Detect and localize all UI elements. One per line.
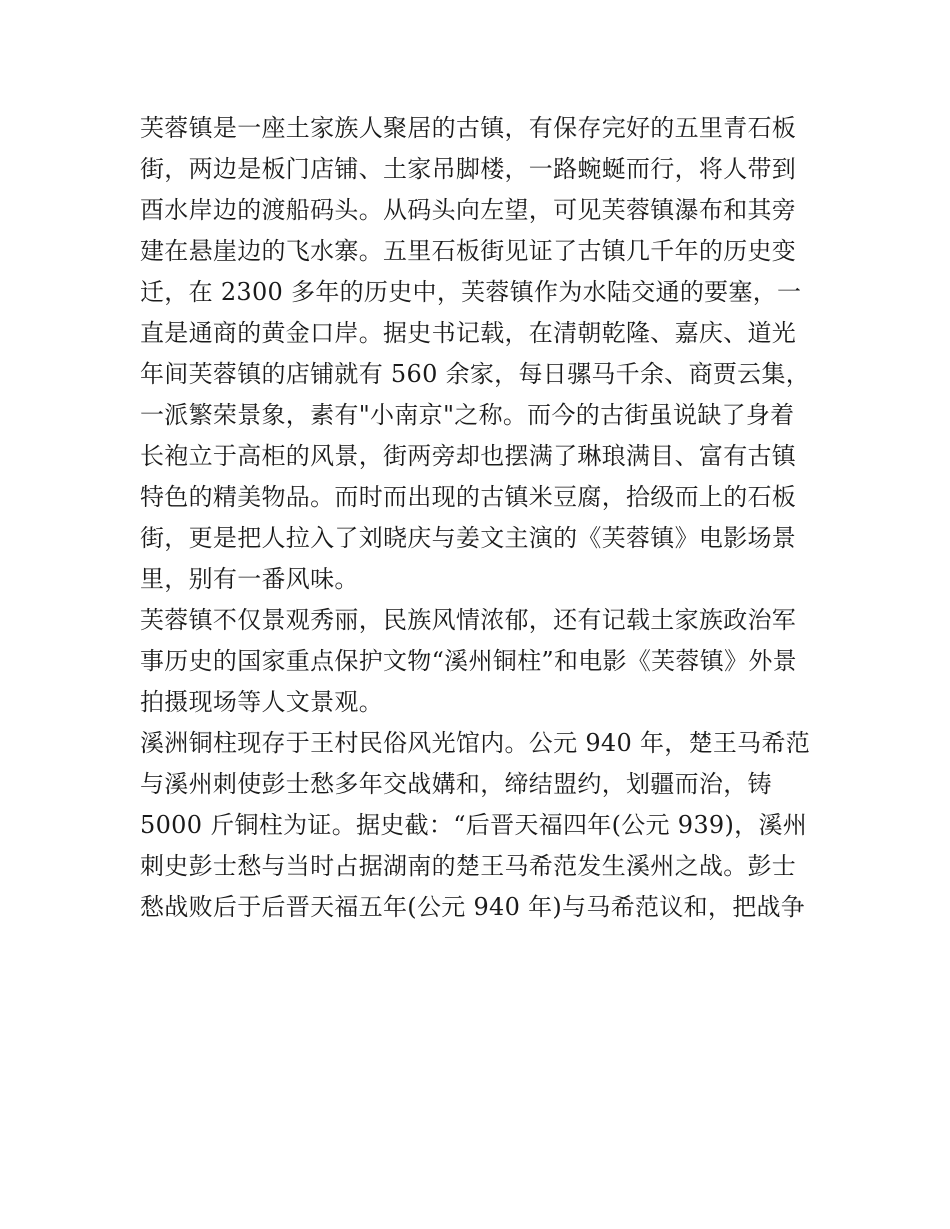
- text-line: 与溪州刺使彭士愁多年交战媾和，缔结盟约，划疆而治，铸: [140, 770, 772, 798]
- text-line: 特色的精美物品。而时而出现的古镇米豆腐，拾级而上的石板: [140, 483, 797, 511]
- text-line: 长袍立于高柜的风景，街两旁却也摆满了琳琅满目、富有古镇: [140, 442, 797, 470]
- text-line: 年间芙蓉镇的店铺就有 560 余家，每日骡马千余、商贾云集，: [140, 360, 811, 388]
- text-line: 迁，在 2300 多年的历史中，芙蓉镇作为水陆交通的要塞，一: [140, 278, 802, 306]
- text-line: 事历史的国家重点保护文物“溪州铜柱”和电影《芙蓉镇》外景: [140, 647, 797, 675]
- text-line: 5000 斤铜柱为证。据史截：“后晋天福四年(公元 939)，溪州: [140, 811, 808, 839]
- text-line: 愁战败后于后晋天福五年(公元 940 年)与马希范议和，把战争: [140, 893, 806, 921]
- text-line: 一派繁荣景象，素有"小南京"之称。而今的古街虽说缺了身着: [140, 401, 795, 429]
- text-line: 街，两边是板门店铺、土家吊脚楼，一路蜿蜒而行，将人带到: [140, 155, 797, 183]
- text-line: 刺史彭士愁与当时占据湖南的楚王马希范发生溪州之战。彭士: [140, 852, 797, 880]
- text-line: 芙蓉镇不仅景观秀丽，民族风情浓郁，还有记载土家族政治军: [140, 606, 797, 634]
- paragraph-3: [140, 723, 815, 928]
- text-line: 直是通商的黄金口岸。据史书记载，在清朝乾隆、嘉庆、道光: [140, 319, 797, 347]
- text-line: 酉水岸边的渡船码头。从码头向左望，可见芙蓉镇瀑布和其旁: [140, 196, 797, 224]
- body-text: [140, 108, 815, 928]
- text-line: 里，别有一番风味。: [140, 565, 359, 593]
- paragraph-1: [140, 108, 815, 600]
- text-line: 街，更是把人拉入了刘晓庆与姜文主演的《芙蓉镇》电影场景: [140, 524, 797, 552]
- text-line: 拍摄现场等人文景观。: [140, 688, 383, 716]
- paragraph-2: [140, 600, 815, 723]
- text-line: 芙蓉镇是一座土家族人聚居的古镇，有保存完好的五里青石板: [140, 114, 797, 142]
- text-line: 建在悬崖边的飞水寨。五里石板街见证了古镇几千年的历史变: [140, 237, 797, 265]
- text-line: 溪洲铜柱现存于王村民俗风光馆内。公元 940 年，楚王马希范: [140, 729, 811, 757]
